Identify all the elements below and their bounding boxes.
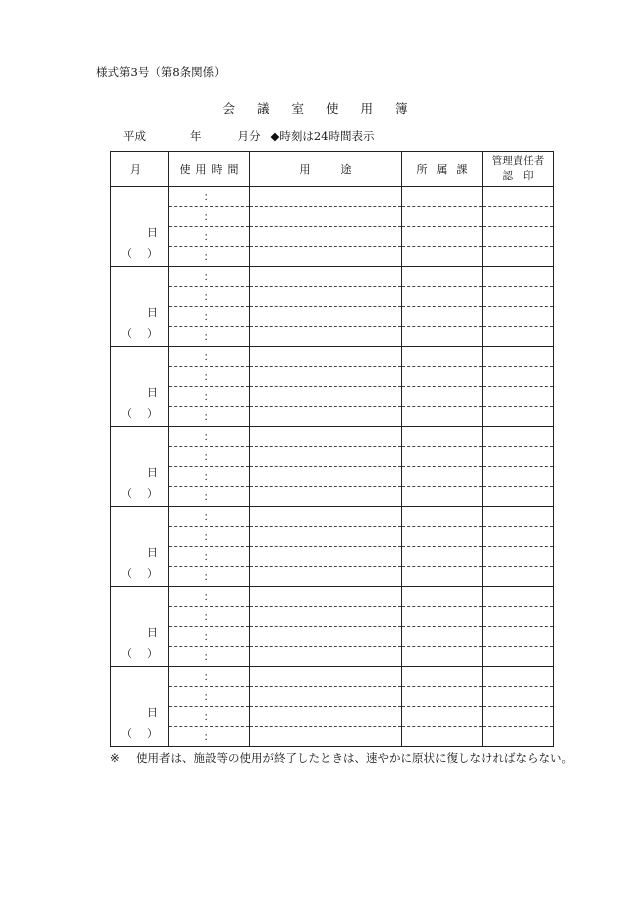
manager-seal-cell[interactable] — [483, 287, 554, 307]
department-cell[interactable] — [402, 587, 483, 607]
department-cell[interactable] — [402, 407, 483, 427]
purpose-cell[interactable] — [250, 547, 402, 567]
department-cell[interactable] — [402, 207, 483, 227]
weekday-field[interactable] — [121, 565, 158, 581]
footnote-mark: ※ — [110, 751, 120, 765]
usage-time-cell[interactable]: ： — [169, 287, 250, 307]
era-label: 平成 — [123, 129, 146, 143]
department-cell[interactable] — [402, 427, 483, 447]
usage-time-cell[interactable]: ： — [169, 647, 250, 667]
purpose-cell[interactable] — [250, 667, 402, 687]
department-cell[interactable] — [402, 367, 483, 387]
department-cell[interactable] — [402, 647, 483, 667]
department-cell[interactable] — [402, 247, 483, 267]
table-row — [111, 727, 554, 747]
usage-time-cell[interactable]: ： — [169, 587, 250, 607]
purpose-cell[interactable] — [250, 447, 402, 467]
usage-time-cell[interactable]: ： — [169, 667, 250, 687]
weekday-close-paren: ） — [147, 327, 158, 340]
day-label: 日 — [147, 626, 158, 639]
footnote-text: 使用者は、施設等の使用が終了したときは、速やかに原状に復しなければならない。 — [136, 751, 573, 765]
weekday-open-paren: （ — [121, 407, 132, 420]
date-line — [123, 128, 374, 144]
manager-seal-cell[interactable] — [483, 547, 554, 567]
usage-time-cell[interactable]: ： — [169, 707, 250, 727]
weekday-field[interactable] — [121, 405, 158, 421]
purpose-cell[interactable] — [250, 527, 402, 547]
department-cell[interactable] — [402, 727, 483, 747]
table-row — [111, 587, 554, 607]
weekday-open-paren: （ — [121, 727, 132, 740]
manager-seal-cell[interactable] — [483, 727, 554, 747]
department-cell[interactable] — [402, 527, 483, 547]
table-row — [111, 707, 554, 727]
day-label: 日 — [147, 226, 158, 239]
usage-time-cell[interactable]: ： — [169, 347, 250, 367]
table-row — [111, 567, 554, 587]
manager-seal-cell[interactable] — [483, 507, 554, 527]
usage-footnote — [110, 750, 573, 766]
manager-seal-cell[interactable] — [483, 267, 554, 287]
table-row — [111, 687, 554, 707]
purpose-cell[interactable] — [250, 607, 402, 627]
manager-seal-cell[interactable] — [483, 327, 554, 347]
manager-seal-cell[interactable] — [483, 387, 554, 407]
manager-seal-cell[interactable] — [483, 527, 554, 547]
date-cell[interactable] — [111, 507, 169, 587]
manager-seal-cell[interactable] — [483, 707, 554, 727]
weekday-close-paren: ） — [147, 407, 158, 420]
purpose-cell[interactable] — [250, 707, 402, 727]
department-cell[interactable] — [402, 187, 483, 207]
weekday-open-paren: （ — [121, 247, 132, 260]
column-header-department: 所属課 — [402, 152, 483, 187]
purpose-cell[interactable] — [250, 347, 402, 367]
purpose-cell[interactable] — [250, 307, 402, 327]
manager-seal-cell[interactable] — [483, 687, 554, 707]
purpose-cell[interactable] — [250, 187, 402, 207]
table-row — [111, 607, 554, 627]
column-header-manager-seal — [483, 152, 554, 187]
usage-time-cell[interactable]: ： — [169, 327, 250, 347]
weekday-open-paren: （ — [121, 327, 132, 340]
purpose-cell[interactable] — [250, 407, 402, 427]
day-label: 日 — [147, 706, 158, 719]
usage-time-cell[interactable]: ： — [169, 727, 250, 747]
manager-seal-cell[interactable] — [483, 347, 554, 367]
purpose-cell[interactable] — [250, 227, 402, 247]
date-cell[interactable] — [111, 427, 169, 507]
usage-time-cell[interactable]: ： — [169, 687, 250, 707]
usage-time-cell[interactable]: ： — [169, 267, 250, 287]
table-row — [111, 207, 554, 227]
column-header-month: 月 — [111, 152, 169, 187]
usage-ledger-table — [110, 151, 554, 747]
table-row — [111, 667, 554, 687]
table-row — [111, 527, 554, 547]
purpose-cell[interactable] — [250, 647, 402, 667]
ledger-body — [111, 187, 554, 747]
year-label: 年 — [190, 129, 202, 143]
purpose-cell[interactable] — [250, 727, 402, 747]
manager-seal-cell[interactable] — [483, 667, 554, 687]
usage-time-cell[interactable]: ： — [169, 627, 250, 647]
weekday-field[interactable] — [121, 645, 158, 661]
day-label: 日 — [147, 466, 158, 479]
table-row — [111, 187, 554, 207]
manager-seal-cell[interactable] — [483, 607, 554, 627]
manager-seal-cell[interactable] — [483, 227, 554, 247]
table-row — [111, 307, 554, 327]
table-row — [111, 547, 554, 567]
department-cell[interactable] — [402, 267, 483, 287]
department-cell[interactable] — [402, 287, 483, 307]
purpose-cell[interactable] — [250, 507, 402, 527]
department-cell[interactable] — [402, 387, 483, 407]
usage-time-cell[interactable]: ： — [169, 567, 250, 587]
department-cell[interactable] — [402, 467, 483, 487]
usage-time-cell[interactable]: ： — [169, 607, 250, 627]
manager-seal-cell[interactable] — [483, 587, 554, 607]
table-row — [111, 647, 554, 667]
manager-seal-cell[interactable] — [483, 307, 554, 327]
weekday-close-paren: ） — [147, 487, 158, 500]
table-row — [111, 427, 554, 447]
purpose-cell[interactable] — [250, 567, 402, 587]
usage-time-cell[interactable]: ： — [169, 467, 250, 487]
department-cell[interactable] — [402, 547, 483, 567]
weekday-close-paren: ） — [147, 647, 158, 660]
weekday-close-paren: ） — [147, 727, 158, 740]
weekday-open-paren: （ — [121, 647, 132, 660]
time-format-note: ◆時刻は24時間表示 — [270, 129, 375, 143]
purpose-cell[interactable] — [250, 387, 402, 407]
manager-seal-cell[interactable] — [483, 627, 554, 647]
day-label: 日 — [147, 386, 158, 399]
manager-seal-cell[interactable] — [483, 207, 554, 227]
usage-time-cell[interactable]: ： — [169, 547, 250, 567]
document-title: 会議室使用簿 — [222, 101, 430, 116]
table-row — [111, 227, 554, 247]
purpose-cell[interactable] — [250, 487, 402, 507]
column-header-purpose: 用途 — [250, 152, 402, 187]
usage-time-cell[interactable]: ： — [169, 387, 250, 407]
table-row — [111, 407, 554, 427]
manager-seal-cell[interactable] — [483, 447, 554, 467]
usage-time-cell[interactable]: ： — [169, 367, 250, 387]
purpose-cell[interactable] — [250, 247, 402, 267]
purpose-cell[interactable] — [250, 427, 402, 447]
usage-time-cell[interactable]: ： — [169, 427, 250, 447]
purpose-cell[interactable] — [250, 367, 402, 387]
manager-seal-cell[interactable] — [483, 427, 554, 447]
usage-time-cell[interactable]: ： — [169, 307, 250, 327]
purpose-cell[interactable] — [250, 327, 402, 347]
table-row — [111, 287, 554, 307]
department-cell[interactable] — [402, 627, 483, 647]
manager-seal-cell[interactable] — [483, 567, 554, 587]
usage-time-cell[interactable]: ： — [169, 527, 250, 547]
weekday-field[interactable] — [121, 325, 158, 341]
department-cell[interactable] — [402, 567, 483, 587]
department-cell[interactable] — [402, 687, 483, 707]
department-cell[interactable] — [402, 227, 483, 247]
date-cell[interactable] — [111, 587, 169, 667]
table-row — [111, 367, 554, 387]
purpose-cell[interactable] — [250, 267, 402, 287]
table-row — [111, 247, 554, 267]
date-cell[interactable] — [111, 667, 169, 747]
table-row — [111, 347, 554, 367]
manager-seal-cell[interactable] — [483, 247, 554, 267]
department-cell[interactable] — [402, 607, 483, 627]
weekday-open-paren: （ — [121, 487, 132, 500]
date-cell[interactable] — [111, 347, 169, 427]
purpose-cell[interactable] — [250, 687, 402, 707]
manager-seal-cell[interactable] — [483, 487, 554, 507]
weekday-field[interactable] — [121, 725, 158, 741]
manager-header-line2: 認印 — [502, 170, 544, 182]
table-row — [111, 507, 554, 527]
month-label: 月分 — [237, 129, 261, 143]
form-number: 様式第3号（第8条関係） — [96, 65, 226, 79]
table-row — [111, 487, 554, 507]
usage-time-cell[interactable]: ： — [169, 487, 250, 507]
department-cell[interactable] — [402, 507, 483, 527]
department-cell[interactable] — [402, 447, 483, 467]
table-row — [111, 267, 554, 287]
table-row — [111, 327, 554, 347]
usage-time-cell[interactable]: ： — [169, 227, 250, 247]
manager-seal-cell[interactable] — [483, 647, 554, 667]
department-cell[interactable] — [402, 327, 483, 347]
usage-time-cell[interactable]: ： — [169, 187, 250, 207]
usage-time-cell[interactable]: ： — [169, 247, 250, 267]
weekday-close-paren: ） — [147, 567, 158, 580]
purpose-cell[interactable] — [250, 587, 402, 607]
weekday-close-paren: ） — [147, 247, 158, 260]
usage-time-cell[interactable]: ： — [169, 507, 250, 527]
table-row — [111, 387, 554, 407]
table-row — [111, 627, 554, 647]
date-cell[interactable] — [111, 187, 169, 267]
manager-seal-cell[interactable] — [483, 367, 554, 387]
manager-header-line1: 管理責任者 — [491, 155, 545, 167]
purpose-cell[interactable] — [250, 207, 402, 227]
weekday-open-paren: （ — [121, 567, 132, 580]
purpose-cell[interactable] — [250, 467, 402, 487]
manager-seal-cell[interactable] — [483, 187, 554, 207]
usage-time-cell[interactable]: ： — [169, 447, 250, 467]
department-cell[interactable] — [402, 487, 483, 507]
date-cell[interactable] — [111, 267, 169, 347]
department-cell[interactable] — [402, 307, 483, 327]
day-label: 日 — [147, 546, 158, 559]
purpose-cell[interactable] — [250, 627, 402, 647]
manager-seal-cell[interactable] — [483, 467, 554, 487]
manager-seal-cell[interactable] — [483, 407, 554, 427]
department-cell[interactable] — [402, 347, 483, 367]
day-label: 日 — [147, 306, 158, 319]
table-header-row — [111, 152, 554, 187]
column-header-usage-time: 使用時間 — [169, 152, 250, 187]
department-cell[interactable] — [402, 667, 483, 687]
usage-time-cell[interactable]: ： — [169, 207, 250, 227]
table-row — [111, 447, 554, 467]
weekday-field[interactable] — [121, 245, 158, 261]
usage-time-cell[interactable]: ： — [169, 407, 250, 427]
table-row — [111, 467, 554, 487]
weekday-field[interactable] — [121, 485, 158, 501]
purpose-cell[interactable] — [250, 287, 402, 307]
department-cell[interactable] — [402, 707, 483, 727]
